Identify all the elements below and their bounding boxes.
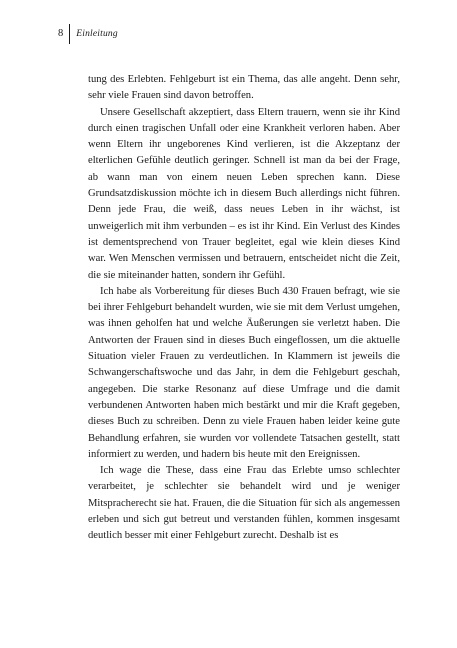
body-text bbox=[88, 72, 400, 545]
paragraph: Ich habe als Vorbereitung für dieses Buch 430 Frauen befragt, wie sie bei ihrer Fehlgeburt behandelt wurden, wie sie mit dem Verlust umgehen, was ihnen geholfen hat und welche Äußerungen sie verletzt haben. Die Antworten der Frauen sind in dieses Buch eingeflossen, um die aktuelle Situation vieler Frauen zu verdeutlichen. In Klammern ist jeweils die Schwangerschaftswoche und das Jahr, in dem die Fehlgeburt geschah, angegeben. Die starke Resonanz auf diese Umfrage und die damit verbundenen Antworten haben mich bestärkt und mir die Kraft gegeben, dieses Buch zu schreiben. Denn zu viele Frauen haben leider keine gute Behandlung erfahren, sie wurden vor vollendete Tatsachen gestellt, statt informiert zu werden, und hadern bis heute mit den Ereignissen. bbox=[88, 285, 400, 460]
paragraph: Unsere Gesellschaft akzeptiert, dass Eltern trauern, wenn sie ihr Kind durch einen tragischen Unfall oder eine Krankheit verloren haben. Aber wenn Eltern ihr ungeborenes Kind verlieren, ist die Akzeptanz der elterlichen Gefühle deutlich geringer. Schnell ist man da bei der Frage, ab wann man von einem neuen Leben sprechen kann. Diese Grundsatzdiskussion möchte ich in diesem Buch allerdings nicht führen. Denn jede Frau, die weiß, dass neues Leben in ihr wächst, ist unweigerlich mit ihm verbunden – es ist ihr Kind. Ein Verlust des Kindes ist dementsprechend von Trauer begleitet, egal wie klein dieses Kind war. Wen Menschen vermissen und betrauern, entscheidet nicht die Zeit, die sie miteinander hatten, sondern ihr Gefühl. bbox=[88, 106, 400, 281]
paragraph: Ich wage die These, dass eine Frau das Erlebte umso schlechter verarbeitet, je schlechter sie behandelt wird und je weniger Mitspracherecht sie hat. Frauen, die die Situation für sich als angemessen erleben und sich gut betreut und verstanden fühlen, kommen insgesamt deutlich besser mit einer Fehlgeburt zurecht. Deshalb ist es bbox=[88, 465, 400, 542]
running-header bbox=[58, 24, 118, 44]
paragraph: tung des Erlebten. Fehlgeburt ist ein Thema, das alle angeht. Denn sehr, sehr viele Frauen sind davon betroffen. bbox=[88, 74, 400, 102]
page-number: 8 bbox=[58, 28, 64, 39]
chapter-title: Einleitung bbox=[76, 29, 118, 39]
